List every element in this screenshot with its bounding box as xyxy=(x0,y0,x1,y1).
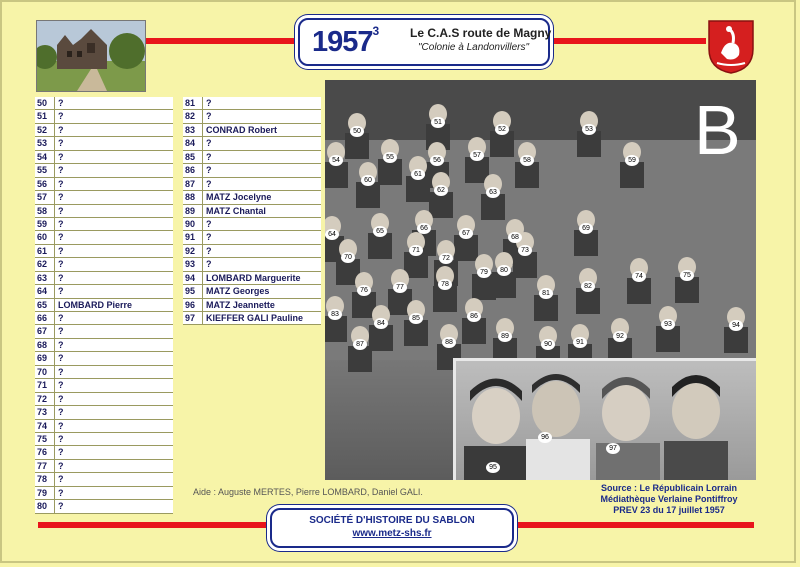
row-name: ? xyxy=(58,178,64,189)
photo-label: B xyxy=(694,91,741,169)
photo-number-marker: 91 xyxy=(573,337,587,348)
list-row xyxy=(183,137,321,150)
photo-number-marker: 56 xyxy=(430,155,444,166)
list-row xyxy=(35,272,173,285)
row-name: ? xyxy=(58,138,64,149)
list-row xyxy=(35,420,173,433)
photo-number-marker: 68 xyxy=(508,232,522,243)
list-row xyxy=(183,164,321,177)
row-name: ? xyxy=(206,245,212,256)
row-name: MATZ Chantal xyxy=(206,205,266,216)
row-number: 51 xyxy=(35,110,55,122)
row-number: 77 xyxy=(35,460,55,472)
row-name: MATZ Jeannette xyxy=(206,299,275,310)
list-row xyxy=(35,352,173,365)
credits-text: Aide : Auguste MERTES, Pierre LOMBARD, Daniel GALI. xyxy=(193,487,423,497)
list-row xyxy=(35,151,173,164)
photo-number-marker: 93 xyxy=(661,319,675,330)
row-name: ? xyxy=(58,339,64,350)
row-number: 89 xyxy=(183,205,203,217)
photo-number-marker: 95 xyxy=(486,462,500,473)
photo-number-marker: 69 xyxy=(579,223,593,234)
photo-number-marker: 72 xyxy=(439,253,453,264)
photo-number-marker: 58 xyxy=(520,155,534,166)
adults-inset-photo xyxy=(453,358,756,480)
row-number: 81 xyxy=(183,97,203,109)
row-name: ? xyxy=(58,326,64,337)
row-number: 73 xyxy=(35,406,55,418)
photo-number-marker: 62 xyxy=(434,185,448,196)
list-row xyxy=(35,312,173,325)
row-number: 52 xyxy=(35,124,55,136)
photo-number-marker: 54 xyxy=(329,155,343,166)
photo-number-marker: 76 xyxy=(357,285,371,296)
row-name: ? xyxy=(206,232,212,243)
row-name: ? xyxy=(58,192,64,203)
row-number: 94 xyxy=(183,272,203,284)
row-name: ? xyxy=(58,232,64,243)
row-number: 65 xyxy=(35,299,55,311)
list-row xyxy=(35,366,173,379)
list-row xyxy=(183,151,321,164)
list-row xyxy=(183,178,321,191)
list-row xyxy=(183,245,321,258)
row-name: ? xyxy=(58,380,64,391)
footer-line-left xyxy=(38,522,268,528)
row-name: ? xyxy=(58,487,64,498)
row-name: ? xyxy=(58,259,64,270)
photo-number-marker: 75 xyxy=(680,270,694,281)
row-name: ? xyxy=(206,138,212,149)
row-number: 74 xyxy=(35,420,55,432)
row-name: ? xyxy=(58,272,64,283)
list-row xyxy=(35,191,173,204)
row-number: 67 xyxy=(35,325,55,337)
photo-number-marker: 78 xyxy=(438,279,452,290)
photo-number-marker: 50 xyxy=(350,126,364,137)
row-number: 80 xyxy=(35,500,55,512)
photo-number-marker: 66 xyxy=(417,223,431,234)
list-row xyxy=(35,124,173,137)
row-name: ? xyxy=(58,460,64,471)
photo-number-marker: 67 xyxy=(459,228,473,239)
row-number: 88 xyxy=(183,191,203,203)
row-name: ? xyxy=(58,407,64,418)
row-name: ? xyxy=(206,218,212,229)
row-number: 63 xyxy=(35,272,55,284)
list-row xyxy=(183,231,321,244)
row-name: LOMBARD Marguerite xyxy=(206,272,301,283)
row-name: KIEFFER GALI Pauline xyxy=(206,313,304,323)
row-name: ? xyxy=(58,165,64,176)
row-number: 93 xyxy=(183,258,203,270)
list-row xyxy=(35,379,173,392)
photo-number-marker: 63 xyxy=(486,187,500,198)
row-number: 59 xyxy=(35,218,55,230)
photo-number-marker: 65 xyxy=(373,226,387,237)
list-row xyxy=(35,164,173,177)
row-number: 53 xyxy=(35,137,55,149)
photo-number-marker: 64 xyxy=(325,229,339,240)
row-name: ? xyxy=(206,98,212,108)
row-name: ? xyxy=(58,433,64,444)
list-row xyxy=(35,406,173,419)
list-row xyxy=(35,231,173,244)
row-name: ? xyxy=(58,313,64,323)
row-number: 96 xyxy=(183,299,203,311)
list-row xyxy=(35,500,173,513)
row-number: 55 xyxy=(35,164,55,176)
list-row xyxy=(183,97,321,110)
photo-number-marker: 80 xyxy=(497,265,511,276)
list-row xyxy=(183,124,321,137)
row-name: ? xyxy=(58,124,64,135)
row-number: 61 xyxy=(35,245,55,257)
photo-number-marker: 84 xyxy=(374,318,388,329)
photo-number-marker: 61 xyxy=(411,169,425,180)
footer-line-right xyxy=(512,522,754,528)
photo-number-marker: 94 xyxy=(729,320,743,331)
row-number: 92 xyxy=(183,245,203,257)
photo-number-marker: 97 xyxy=(606,443,620,454)
row-name: ? xyxy=(58,501,64,512)
list-row xyxy=(183,285,321,298)
row-number: 66 xyxy=(35,312,55,324)
photo-number-marker: 59 xyxy=(625,155,639,166)
list-row xyxy=(35,110,173,123)
list-row xyxy=(35,446,173,459)
list-row xyxy=(183,299,321,312)
row-number: 85 xyxy=(183,151,203,163)
castle-thumbnail xyxy=(36,20,146,92)
crest-icon xyxy=(707,19,755,75)
photo-number-marker: 89 xyxy=(498,331,512,342)
list-row xyxy=(35,325,173,338)
row-number: 54 xyxy=(35,151,55,163)
row-name: ? xyxy=(58,286,64,297)
names-list-right xyxy=(183,97,321,325)
list-row xyxy=(35,137,173,150)
row-number: 58 xyxy=(35,205,55,217)
page-title: Le C.A.S route de Magny xyxy=(410,26,552,40)
photo-number-marker: 88 xyxy=(442,337,456,348)
row-name: MATZ Georges xyxy=(206,286,270,297)
header-line-left xyxy=(146,38,296,44)
row-name: MATZ Jocelyne xyxy=(206,192,272,203)
list-row xyxy=(183,205,321,218)
list-row xyxy=(35,460,173,473)
row-name: ? xyxy=(58,474,64,485)
photo-number-marker: 85 xyxy=(409,313,423,324)
list-row xyxy=(35,178,173,191)
row-number: 68 xyxy=(35,339,55,351)
row-number: 62 xyxy=(35,258,55,270)
list-row xyxy=(35,218,173,231)
list-row xyxy=(35,205,173,218)
photo-number-marker: 51 xyxy=(431,117,445,128)
photo-number-marker: 81 xyxy=(539,288,553,299)
row-name: ? xyxy=(58,393,64,404)
year-title: 1957$^3$ xyxy=(312,24,379,58)
photo-number-marker: 71 xyxy=(409,245,423,256)
row-name: ? xyxy=(206,259,212,270)
list-row xyxy=(183,272,321,285)
row-name: LOMBARD Pierre xyxy=(58,299,133,310)
row-name: ? xyxy=(58,447,64,458)
source-line-3: PREV 23 du 17 juillet 1957 xyxy=(613,505,725,515)
list-row xyxy=(35,487,173,500)
photo-number-marker: 79 xyxy=(477,267,491,278)
photo-number-marker: 87 xyxy=(353,339,367,350)
row-name: ? xyxy=(58,218,64,229)
title-box xyxy=(298,18,550,66)
list-row xyxy=(183,258,321,271)
photo-number-marker: 83 xyxy=(328,309,342,320)
photo-number-marker: 77 xyxy=(393,282,407,293)
society-name: SOCIÉTÉ D'HISTOIRE DU SABLON xyxy=(309,515,475,526)
list-row xyxy=(35,433,173,446)
row-number: 76 xyxy=(35,446,55,458)
source-line-2: Médiathèque Verlaine Pontiffroy xyxy=(600,494,738,504)
row-name: ? xyxy=(58,366,64,377)
row-number: 82 xyxy=(183,110,203,122)
row-number: 71 xyxy=(35,379,55,391)
row-name: ? xyxy=(206,151,212,162)
row-number: 57 xyxy=(35,191,55,203)
photo-number-marker: 90 xyxy=(541,339,555,350)
row-number: 60 xyxy=(35,231,55,243)
list-row xyxy=(35,258,173,271)
row-name: ? xyxy=(58,353,64,364)
photo-number-marker: 74 xyxy=(632,271,646,282)
row-name: ? xyxy=(58,420,64,431)
row-name: ? xyxy=(58,151,64,162)
page-subtitle: "Colonie à Landonvillers" xyxy=(418,42,530,53)
row-name: ? xyxy=(58,98,64,108)
list-row xyxy=(183,312,321,325)
photo-number-marker: 57 xyxy=(470,150,484,161)
photo-number-marker: 73 xyxy=(518,245,532,256)
list-row xyxy=(35,285,173,298)
row-number: 78 xyxy=(35,473,55,485)
row-number: 86 xyxy=(183,164,203,176)
list-row xyxy=(183,110,321,123)
row-number: 91 xyxy=(183,231,203,243)
row-name: ? xyxy=(206,165,212,176)
header-line-right xyxy=(548,38,706,44)
row-number: 95 xyxy=(183,285,203,297)
list-row xyxy=(35,299,173,312)
list-row xyxy=(35,97,173,110)
photo-number-marker: 70 xyxy=(341,252,355,263)
row-number: 50 xyxy=(35,97,55,109)
row-name: ? xyxy=(206,178,212,189)
list-row xyxy=(35,245,173,258)
row-number: 56 xyxy=(35,178,55,190)
row-number: 75 xyxy=(35,433,55,445)
list-row xyxy=(35,473,173,486)
row-number: 69 xyxy=(35,352,55,364)
photo-number-marker: 86 xyxy=(467,311,481,322)
source-citation xyxy=(562,483,776,516)
list-row xyxy=(183,191,321,204)
row-number: 90 xyxy=(183,218,203,230)
list-row xyxy=(35,339,173,352)
row-number: 97 xyxy=(183,312,203,324)
row-number: 84 xyxy=(183,137,203,149)
row-name: ? xyxy=(206,111,212,122)
list-row xyxy=(183,218,321,231)
footer-box xyxy=(270,508,514,548)
list-row xyxy=(35,393,173,406)
group-photo xyxy=(325,80,756,480)
row-number: 64 xyxy=(35,285,55,297)
photo-number-marker: 53 xyxy=(582,124,596,135)
photo-number-marker: 92 xyxy=(613,331,627,342)
row-number: 70 xyxy=(35,366,55,378)
row-number: 87 xyxy=(183,178,203,190)
photo-number-marker: 60 xyxy=(361,175,375,186)
row-number: 72 xyxy=(35,393,55,405)
names-list-left xyxy=(35,97,173,514)
photo-number-marker: 96 xyxy=(538,432,552,443)
source-line-1: Source : Le Républicain Lorrain xyxy=(600,483,738,493)
row-number: 83 xyxy=(183,124,203,136)
photo-number-marker: 52 xyxy=(495,124,509,135)
row-name: ? xyxy=(58,205,64,216)
photo-number-marker: 82 xyxy=(581,281,595,292)
row-name: ? xyxy=(58,245,64,256)
row-number: 79 xyxy=(35,487,55,499)
row-name: CONRAD Robert xyxy=(206,124,277,135)
website-link[interactable]: www.metz-shs.fr xyxy=(352,528,432,539)
row-name: ? xyxy=(58,111,64,122)
photo-number-marker: 55 xyxy=(383,152,397,163)
